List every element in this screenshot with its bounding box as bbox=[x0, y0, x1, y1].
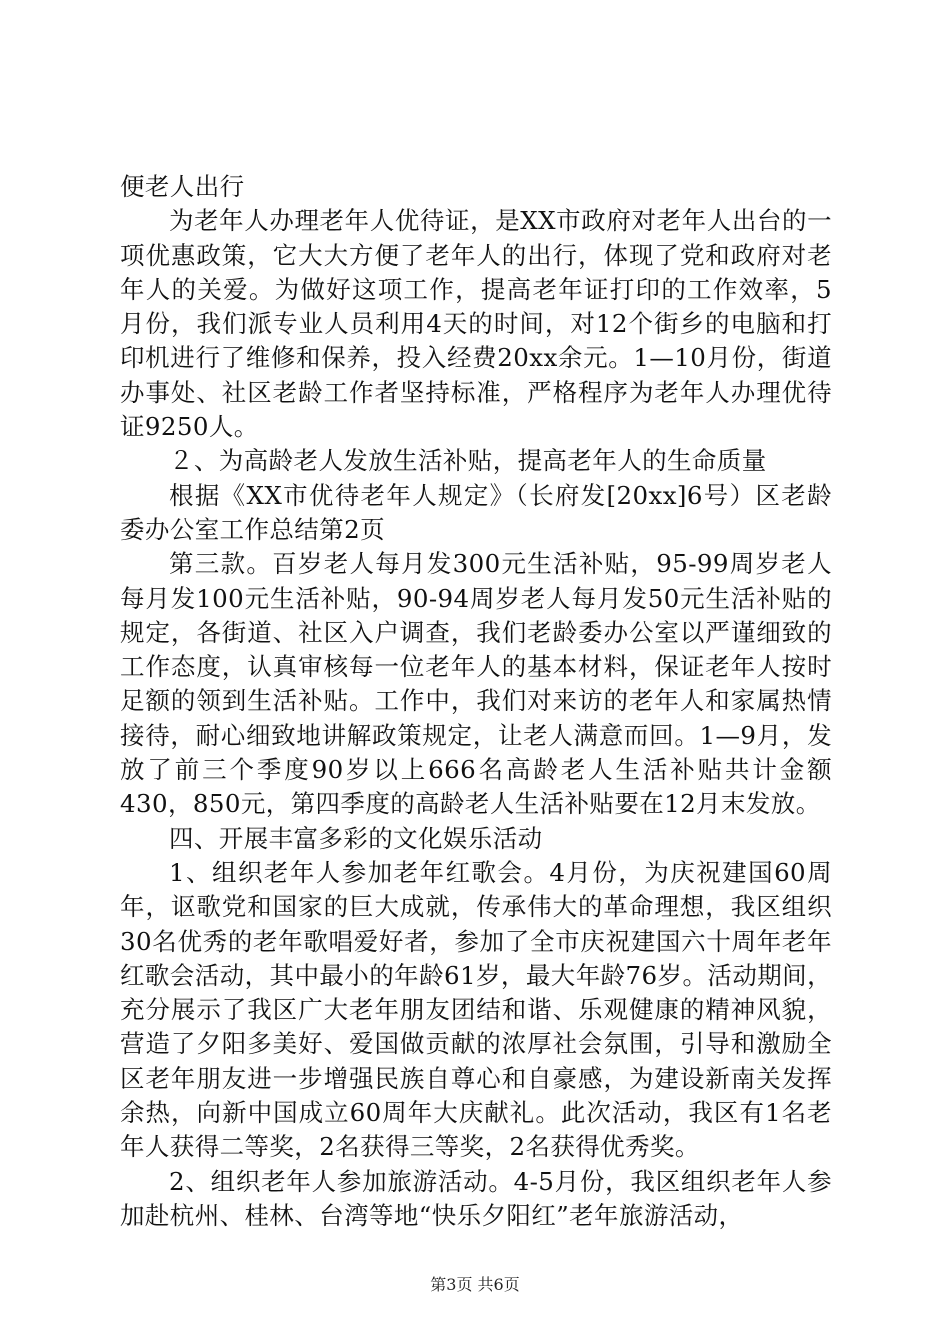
paragraph-third-clause: 第三款。百岁老人每月发300元生活补贴，95-99周岁老人每月发100元生活补贴，90-94周岁老人每月发50元生活补贴的规定，各街道、社区入户调查，我们老龄委办公室以严谨细致的工作态度，认真审核每一位老年人的基本材料，保证老年人按时足额的领到生活补贴。工作中，我们对来访的老年人和家属热情接待，耐心细致地讲解政策规定，让老人满意而回。1—9月，发放了前三个季度90岁以上666名高龄老人生活补贴共计金额430，850元，第四季度的高龄老人生活补贴要在12月末发放。 bbox=[120, 549, 832, 819]
paragraph-senior-card: 为老年人办理老年人优待证，是XX市政府对老年人出台的一项优惠政策，它大大方便了老年人的出行，体现了党和政府对老年人的关爱。为做好这项工作，提高老年证打印的工作效率，5月份，我们派专业人员利用4天的时间，对12个街乡的电脑和打印机进行了维修和保养，投入经费20xx余元。1—10月份，街道办事处、社区老龄工作者坚持标准，严格程序为老年人办理优待证9250人。 bbox=[120, 206, 832, 442]
paragraph-continuation: 便老人出行 bbox=[120, 172, 245, 201]
paragraph-regulation: 根据《XX市优待老年人规定》（长府发[20xx]6号）区老龄委办公室工作总结第2页 bbox=[120, 480, 832, 544]
paragraph-heading-activities: 四、开展丰富多彩的文化娱乐活动 bbox=[169, 823, 543, 853]
paragraph-red-song: 1、组织老年人参加老年红歌会。4月份，为庆祝建国60周年，讴歌党和国家的巨大成就，传承伟大的革命理想，我区组织30名优秀的老年歌唱爱好者，参加了全市庆祝建国六十周年老年红歌会活动，其中最小的年龄61岁，最大年龄76岁。活动期间，充分展示了我区广大老年朋友团结和谐、乐观健康的精神风貌，营造了夕阳多美好、爱国做贡献的浓厚社会氛围，引导和激励全区老年朋友进一步增强民族自尊心和自豪感，为建设新南关发挥余热，向新中国成立60周年大庆献礼。此次活动，我区有1名老年人获得二等奖，2名获得三等奖，2名获得优秀奖。 bbox=[120, 857, 832, 1162]
document-body bbox=[120, 170, 832, 1233]
page-footer: 第3页 共6页 bbox=[430, 1275, 520, 1294]
paragraph-tourism: 2、组织老年人参加旅游活动。4-5月份，我区组织老年人参加赴杭州、桂林、台湾等地“快乐夕阳红”老年旅游活动， bbox=[120, 1166, 832, 1230]
paragraph-heading-subsidy: ２、为高龄老人发放生活补贴，提高老年人的生命质量 bbox=[169, 446, 767, 476]
